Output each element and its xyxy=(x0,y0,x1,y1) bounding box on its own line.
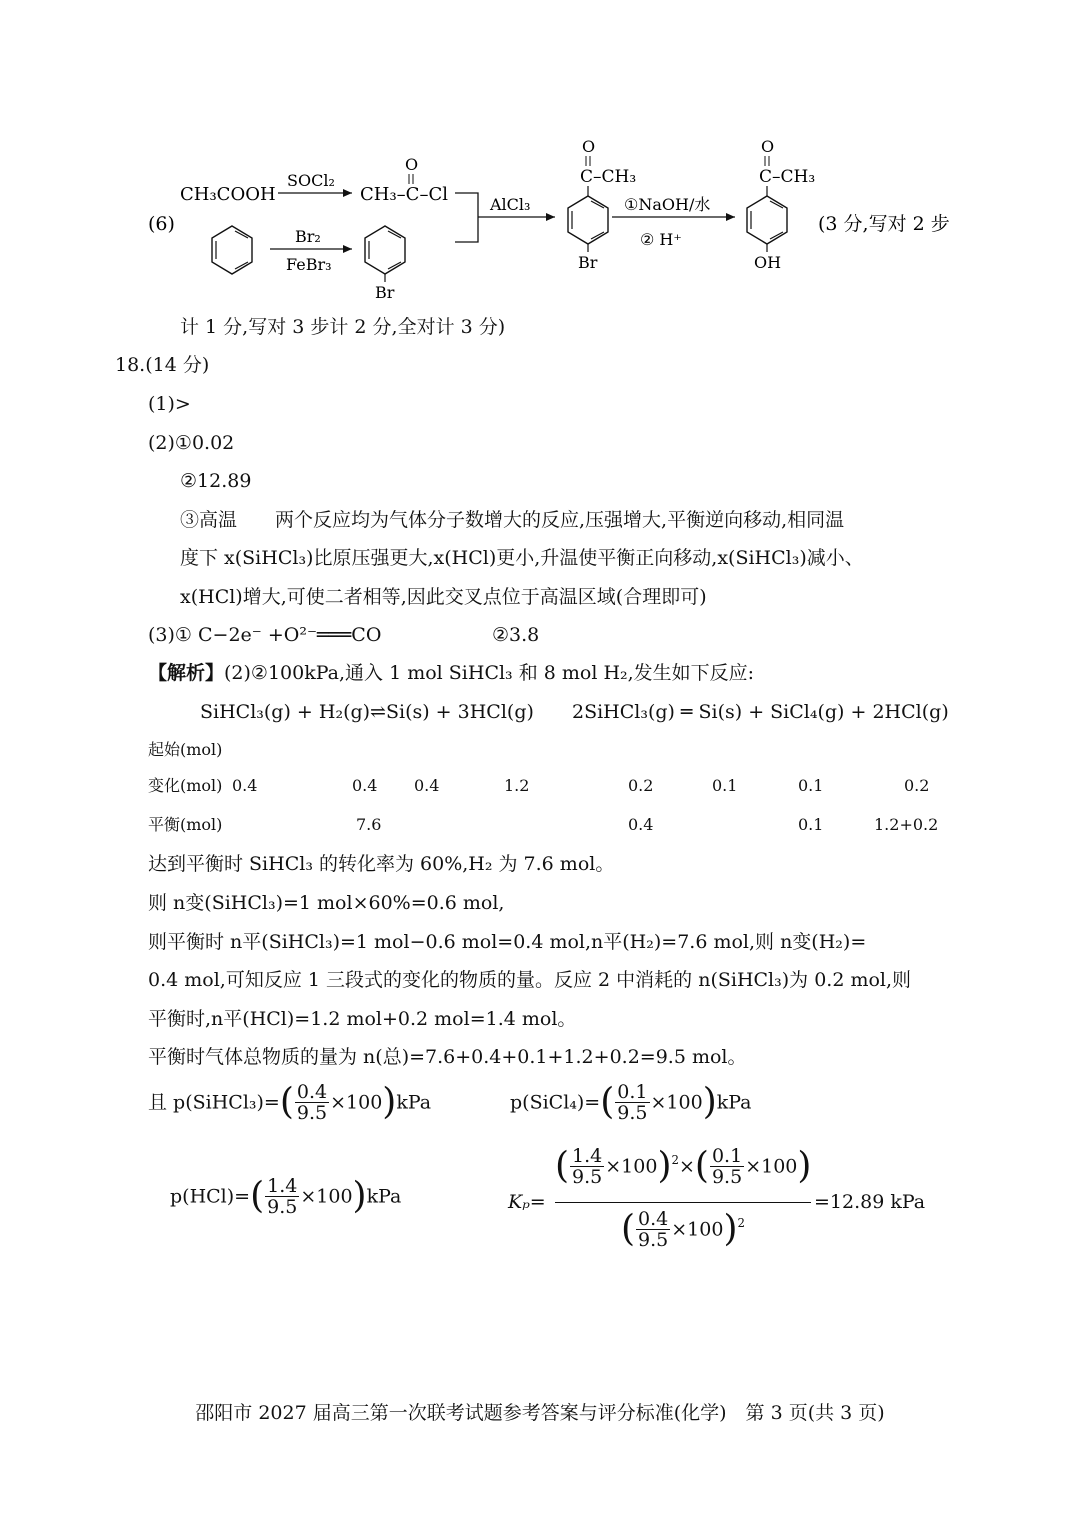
answer-2-3-line1: ③高温 两个反应均为气体分子数增大的反应,压强增大,平衡逆向移动,相同温 xyxy=(180,509,845,531)
answer-2-3-line3: x(HCl)增大,可使二者相等,因此交叉点位于高温区域(合理即可) xyxy=(180,586,707,608)
reagent-alcl3: AlCl₃ xyxy=(490,195,531,214)
reagent-step1: ①NaOH/水 xyxy=(624,195,711,214)
answer-2-1: (2)①0.02 xyxy=(148,432,235,454)
frac-num: 1.4 xyxy=(267,1175,298,1197)
formula-times: ×100 xyxy=(745,1155,798,1178)
change-val-7: 0.1 xyxy=(798,776,824,795)
kp-square: 2 xyxy=(737,1216,745,1231)
change-val-2: 0.4 xyxy=(352,776,378,795)
formula-times: ×100 xyxy=(671,1218,724,1241)
kp-numerator: ( $\frac{1.4}{9.5}$ ×100)$^2$×( $\frac{0.1}{9.5}$ ×100) xyxy=(555,1145,812,1188)
formula-lhs: p(SiCl₄)= xyxy=(510,1091,601,1114)
change-val-6: 0.1 xyxy=(712,776,738,795)
formula-times: ×100 xyxy=(650,1091,703,1114)
carbonyl-o-1: O xyxy=(405,155,419,174)
formula-times: ×100 xyxy=(605,1155,658,1178)
change-val-4: 1.2 xyxy=(504,776,530,795)
change-val-8: 0.2 xyxy=(904,776,930,795)
reagent-br2: Br₂ xyxy=(295,227,321,246)
kp-fraction xyxy=(555,1146,811,1250)
product2-oh: OH xyxy=(754,253,782,272)
kp-result: =12.89 kPa xyxy=(814,1191,926,1213)
kp-fraction-bar xyxy=(555,1202,811,1203)
row-change-label: 变化(mol) xyxy=(148,776,223,795)
formula-p-sihcl3: 且 p(SiHCl₃)=( $\frac{0.4}{9.5}$ ×100)kPa xyxy=(148,1081,432,1124)
para-6: 平衡时气体总物质的量为 n(总)=7.6+0.4+0.1+1.2+0.2=9.5 mol。 xyxy=(148,1046,747,1068)
q18-header: 18.(14 分) xyxy=(115,354,210,376)
bromobenzene-br: Br xyxy=(375,283,395,302)
answer-2-3-line2: 度下 x(SiHCl₃)比原压强更大,x(HCl)更小,升温使平衡正向移动,x(SiHCl₃)减小、 xyxy=(180,547,864,569)
carbonyl-o-2: O xyxy=(582,137,596,156)
formula-p-sicl4: p(SiCl₄)=( $\frac{0.1}{9.5}$ ×100)kPa xyxy=(510,1081,752,1124)
benzene-inner-icon xyxy=(218,232,246,268)
formula-unit: kPa xyxy=(396,1091,432,1114)
acetyl-group-2: C–CH₃ xyxy=(759,167,816,187)
para-1: 达到平衡时 SiHCl₃ 的转化率为 60%,H₂ 为 7.6 mol。 xyxy=(148,853,615,875)
answer-1: (1)> xyxy=(148,393,191,415)
arrowhead-icon xyxy=(546,213,555,221)
reaction-scheme xyxy=(0,120,1080,310)
benzene-ring-icon xyxy=(365,226,405,274)
formula-lhs: p(HCl)= xyxy=(170,1185,251,1208)
analysis-line xyxy=(148,660,754,686)
frac-den: 9.5 xyxy=(711,1166,743,1188)
para-2: 则 n变(SiHCl₃)=1 mol×60%=0.6 mol, xyxy=(148,892,505,914)
score-note-a: (3 分,写对 2 步 xyxy=(818,213,950,235)
acetic-acid: CH₃COOH xyxy=(180,184,276,205)
arrowhead-icon xyxy=(343,189,352,197)
frac-num: 0.1 xyxy=(711,1145,743,1167)
change-val-3: 0.4 xyxy=(414,776,440,795)
formula-p-hcl: p(HCl)=( $\frac{1.4}{9.5}$ ×100)kPa xyxy=(170,1175,402,1218)
eq-val-4: 1.2+0.2 xyxy=(874,815,939,834)
equation-2: 2SiHCl₃(g) ═ Si(s) + SiCl₄(g) + 2HCl(g) xyxy=(572,701,949,723)
merge-bracket xyxy=(455,193,478,242)
arrowhead-icon xyxy=(343,245,352,253)
formula-times: ×100 xyxy=(300,1185,353,1208)
benzene-ring-icon xyxy=(568,196,608,244)
arrowhead-icon xyxy=(726,213,735,221)
frac-den: 9.5 xyxy=(572,1166,603,1188)
frac-num: 0.1 xyxy=(617,1081,648,1103)
reagent-febr3: FeBr₃ xyxy=(286,255,332,274)
frac-den: 9.5 xyxy=(296,1102,328,1124)
frac-num: 0.4 xyxy=(296,1081,328,1103)
answer-3-2: ②3.8 xyxy=(492,624,540,646)
frac-den: 9.5 xyxy=(267,1196,298,1218)
eq-val-2: 0.4 xyxy=(628,815,654,834)
benzene-ring-icon xyxy=(747,196,787,244)
para-4: 0.4 mol,可知反应 1 三段式的变化的物质的量。反应 2 中消耗的 n(SiHCl₃)为 0.2 mol,则 xyxy=(148,969,912,991)
reagent-step2: ② H⁺ xyxy=(640,230,682,249)
score-note-b: 计 1 分,写对 3 步计 2 分,全对计 3 分) xyxy=(180,316,506,338)
analysis-label: 【解析】 xyxy=(148,662,225,684)
page-footer: 邵阳市 2027 届高三第一次联考试题参考答案与评分标准(化学) 第 3 页(共 3 页) xyxy=(195,1402,885,1424)
formula-lhs: 且 p(SiHCl₃)= xyxy=(148,1091,280,1114)
formula-times: ×100 xyxy=(330,1091,383,1114)
eq-val-1: 7.6 xyxy=(356,815,382,834)
frac-den: 9.5 xyxy=(638,1229,669,1251)
kp-square: 2 xyxy=(671,1153,679,1168)
benzene-ring-icon xyxy=(212,226,252,274)
frac-den: 9.5 xyxy=(617,1102,648,1124)
equation-1: SiHCl₃(g) + H₂(g)⇌Si(s) + 3HCl(g) xyxy=(200,701,534,723)
para-3: 则平衡时 n平(SiHCl₃)=1 mol−0.6 mol=0.4 mol,n平(H₂)=7.6 mol,则 n变(H₂)= xyxy=(148,931,867,953)
eq-val-3: 0.1 xyxy=(798,815,824,834)
row-eq-label: 平衡(mol) xyxy=(148,815,223,834)
kp-lhs: Kₚ= xyxy=(508,1191,546,1213)
product1-br: Br xyxy=(578,253,598,272)
change-val-1: 0.4 xyxy=(232,776,258,795)
frac-num: 1.4 xyxy=(572,1145,603,1167)
acetyl-group-1: C–CH₃ xyxy=(580,167,637,187)
formula-unit: kPa xyxy=(716,1091,752,1114)
kp-denominator: ( $\frac{0.4}{9.5}$ ×100)$^2$ xyxy=(621,1208,745,1251)
carbonyl-o-3: O xyxy=(761,137,775,156)
analysis-intro: (2)②100kPa,通入 1 mol SiHCl₃ 和 8 mol H₂,发生如下反应: xyxy=(224,662,755,684)
formula-unit: kPa xyxy=(366,1185,402,1208)
answer-3-1: (3)① C−2e⁻ +O²⁻═══CO xyxy=(148,624,382,646)
acyl-chloride: CH₃–C–Cl xyxy=(360,184,448,205)
row-start-label: 起始(mol) xyxy=(148,740,223,759)
frac-num: 0.4 xyxy=(638,1208,669,1230)
reagent-socl2: SOCl₂ xyxy=(287,171,335,190)
para-5: 平衡时,n平(HCl)=1.2 mol+0.2 mol=1.4 mol。 xyxy=(148,1008,577,1030)
answer-2-2: ②12.89 xyxy=(180,470,252,492)
change-val-5: 0.2 xyxy=(628,776,654,795)
part-label: (6) xyxy=(148,213,175,235)
